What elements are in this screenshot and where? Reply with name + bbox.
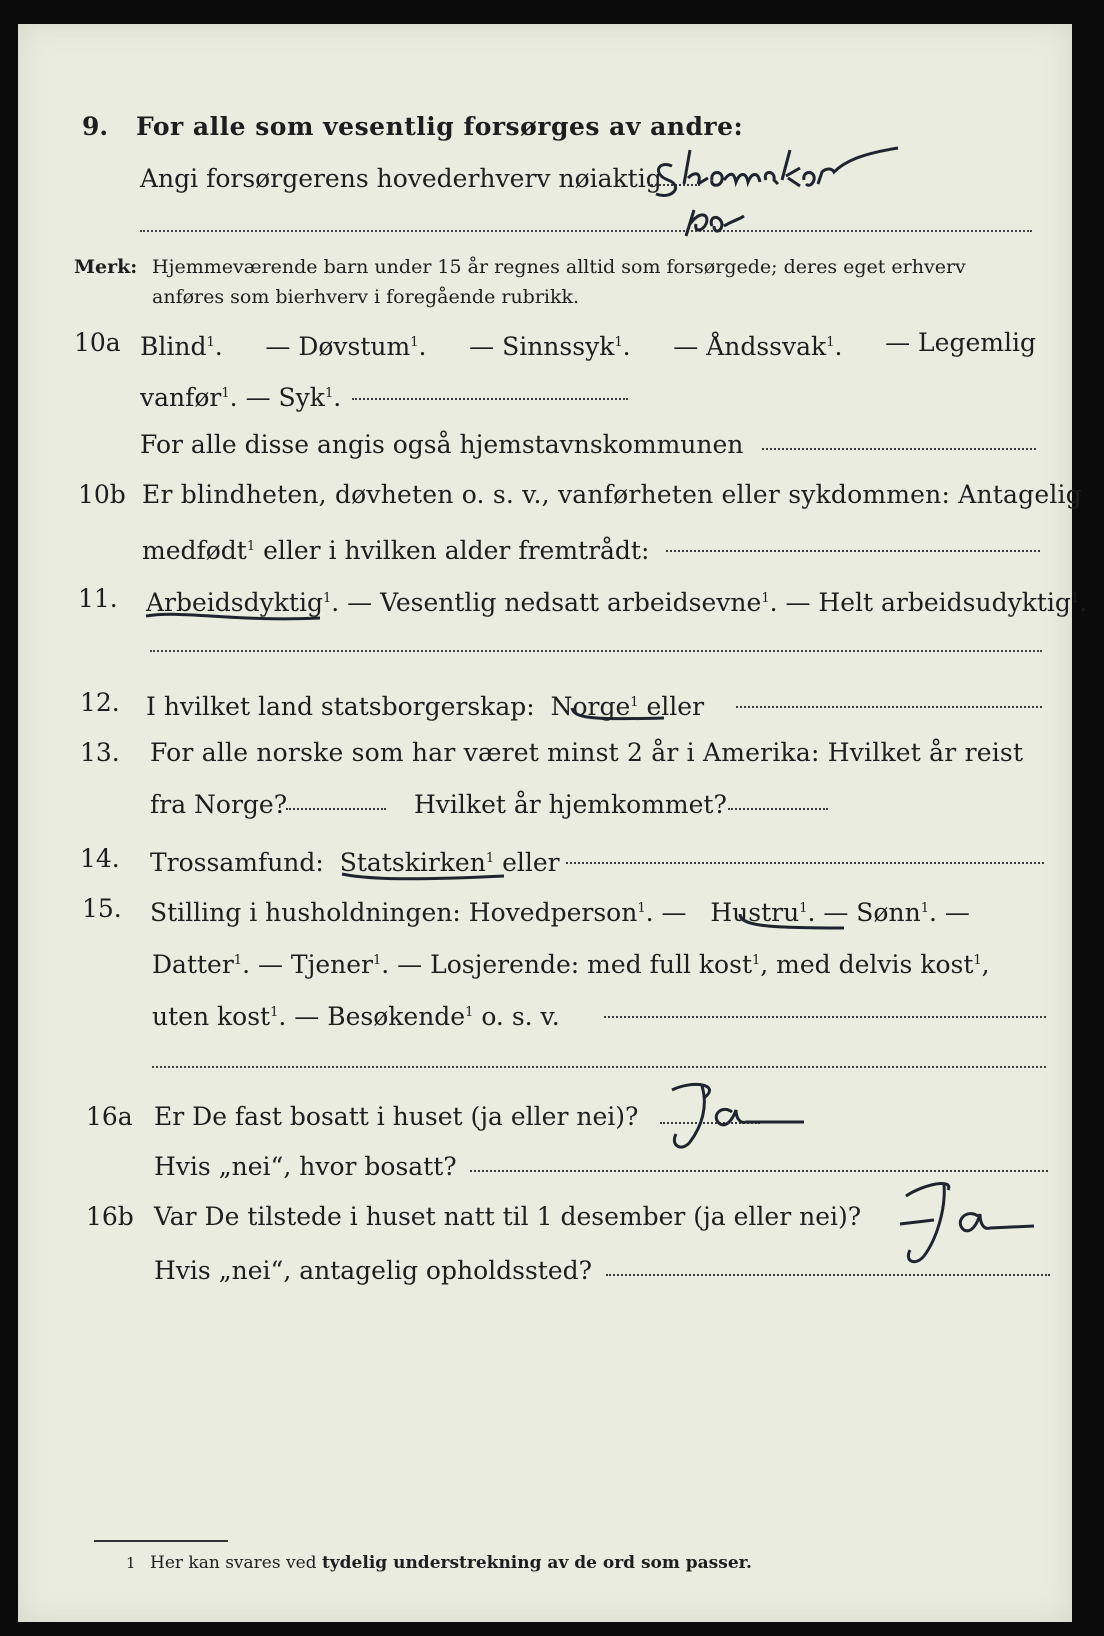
q10a-sinnssyk: — Sinnssyk$^1$. <box>469 332 631 361</box>
q9-heading: For alle som vesentlig forsørges av andre: <box>136 112 744 141</box>
q10a-answer-line <box>352 398 628 400</box>
q15-second-line <box>152 1066 1046 1068</box>
q13-number: 13. <box>80 738 120 767</box>
q12-underline-mark <box>570 702 670 726</box>
q16b-line-2: Hvis „nei“, antagelig opholdssted? <box>154 1256 593 1285</box>
q12-line: I hvilket land statsborgerskap: Norge$^1$ eller <box>146 692 705 721</box>
q15-underline-mark <box>738 910 848 936</box>
q9-handwritten-answer <box>650 140 1070 240</box>
q9-number: 9. <box>82 112 109 141</box>
q16b-number: 16b <box>86 1202 134 1231</box>
q10a-home-line <box>762 448 1036 450</box>
q10a-andssvak: — Åndssvak$^1$. <box>673 332 843 361</box>
q10a-line-3: For alle disse angis også hjemstavnskommunen <box>140 430 744 459</box>
q15-answer-line <box>604 1016 1046 1018</box>
q16b-handwritten-answer <box>894 1170 1044 1270</box>
q15-line-2: Datter$^1$. — Tjener$^1$. — Losjerende: med full kost$^1$, med delvis kost$^1$, <box>152 950 990 979</box>
q10a-line-1 <box>140 328 1036 362</box>
footnote-text: Her kan svares ved tydelig understrekning av de ord som passer. <box>150 1553 752 1573</box>
q11-answer-line <box>150 650 1042 652</box>
q16b-line-1: Var De tilstede i huset natt til 1 desember (ja eller nei)? <box>154 1202 862 1231</box>
q13-departure-line <box>286 808 386 810</box>
q10b-line-1: Er blindheten, døvheten o. s. v., vanførheten eller sykdommen: Antagelig <box>142 480 1082 509</box>
q13-line-1: For alle norske som har været minst 2 år i Amerika: Hvilket år reist <box>150 738 1024 767</box>
q14-line: Trossamfund: Statskirken$^1$ eller <box>150 848 560 877</box>
q16b-location-line <box>606 1274 1050 1276</box>
q16a-handwritten-answer <box>662 1076 812 1156</box>
merk-label: Merk: <box>74 256 138 278</box>
q14-answer-line <box>566 862 1044 864</box>
q15-line-3: uten kost$^1$. — Besøkende$^1$ o. s. v. <box>152 1002 560 1031</box>
q12-answer-line <box>736 706 1042 708</box>
merk-line-1: Hjemmeværende barn under 15 år regnes alltid som forsørgede; deres eget erhverv <box>152 256 966 278</box>
q11-number: 11. <box>78 584 118 613</box>
q13-line-2b: Hvilket år hjemkommet? <box>414 790 727 819</box>
q14-underline-mark <box>340 866 510 886</box>
q10a-dovstum: — Døvstum$^1$. <box>265 332 427 361</box>
q10b-answer-line <box>666 550 1040 552</box>
q12-option-norge: Norge <box>550 692 631 721</box>
merk-line-2: anføres som bierhverv i foregående rubrikk. <box>152 286 580 308</box>
q16a-line-2: Hvis „nei“, hvor bosatt? <box>154 1152 457 1181</box>
q10a-legemlig: — Legemlig <box>885 328 1036 357</box>
q10a-blind: Blind$^1$. <box>140 332 223 361</box>
q15-number: 15. <box>82 894 122 923</box>
q10a-number: 10a <box>74 328 121 357</box>
q13-return-line <box>728 808 828 810</box>
q11-option-arbeidsdyktig: Arbeidsdyktig <box>146 588 323 617</box>
q10b-number: 10b <box>78 480 126 509</box>
q10a-line-2: vanfør$^1$. — Syk$^1$. <box>140 383 342 412</box>
q16a-number: 16a <box>86 1102 133 1131</box>
q16a-line-1: Er De fast bosatt i huset (ja eller nei)? <box>154 1102 639 1131</box>
q15-option-hustru: Hustru <box>710 898 800 927</box>
q11-underline-mark <box>144 606 324 626</box>
q15-line-1: Stilling i husholdningen: Hovedperson$^1$. — Hustru$^1$. — Sønn$^1$. — <box>150 898 970 927</box>
q11-line: Arbeidsdyktig$^1$. — Vesentlig nedsatt arbeidsevne$^1$. — Helt arbeidsudyktig$^1$. <box>146 588 1088 617</box>
footnote-marker: 1 <box>126 1554 136 1572</box>
q12-number: 12. <box>80 688 120 717</box>
footnote-rule <box>94 1540 228 1542</box>
q14-option-statskirken: Statskirken <box>339 848 486 877</box>
q13-line-2a: fra Norge? <box>150 790 288 819</box>
q9-occupation-label: Angi forsørgerens hovederhverv nøiaktig <box>140 164 662 193</box>
q14-number: 14. <box>80 844 120 873</box>
q10b-line-2: medfødt$^1$ eller i hvilken alder fremtrådt: <box>142 536 650 565</box>
